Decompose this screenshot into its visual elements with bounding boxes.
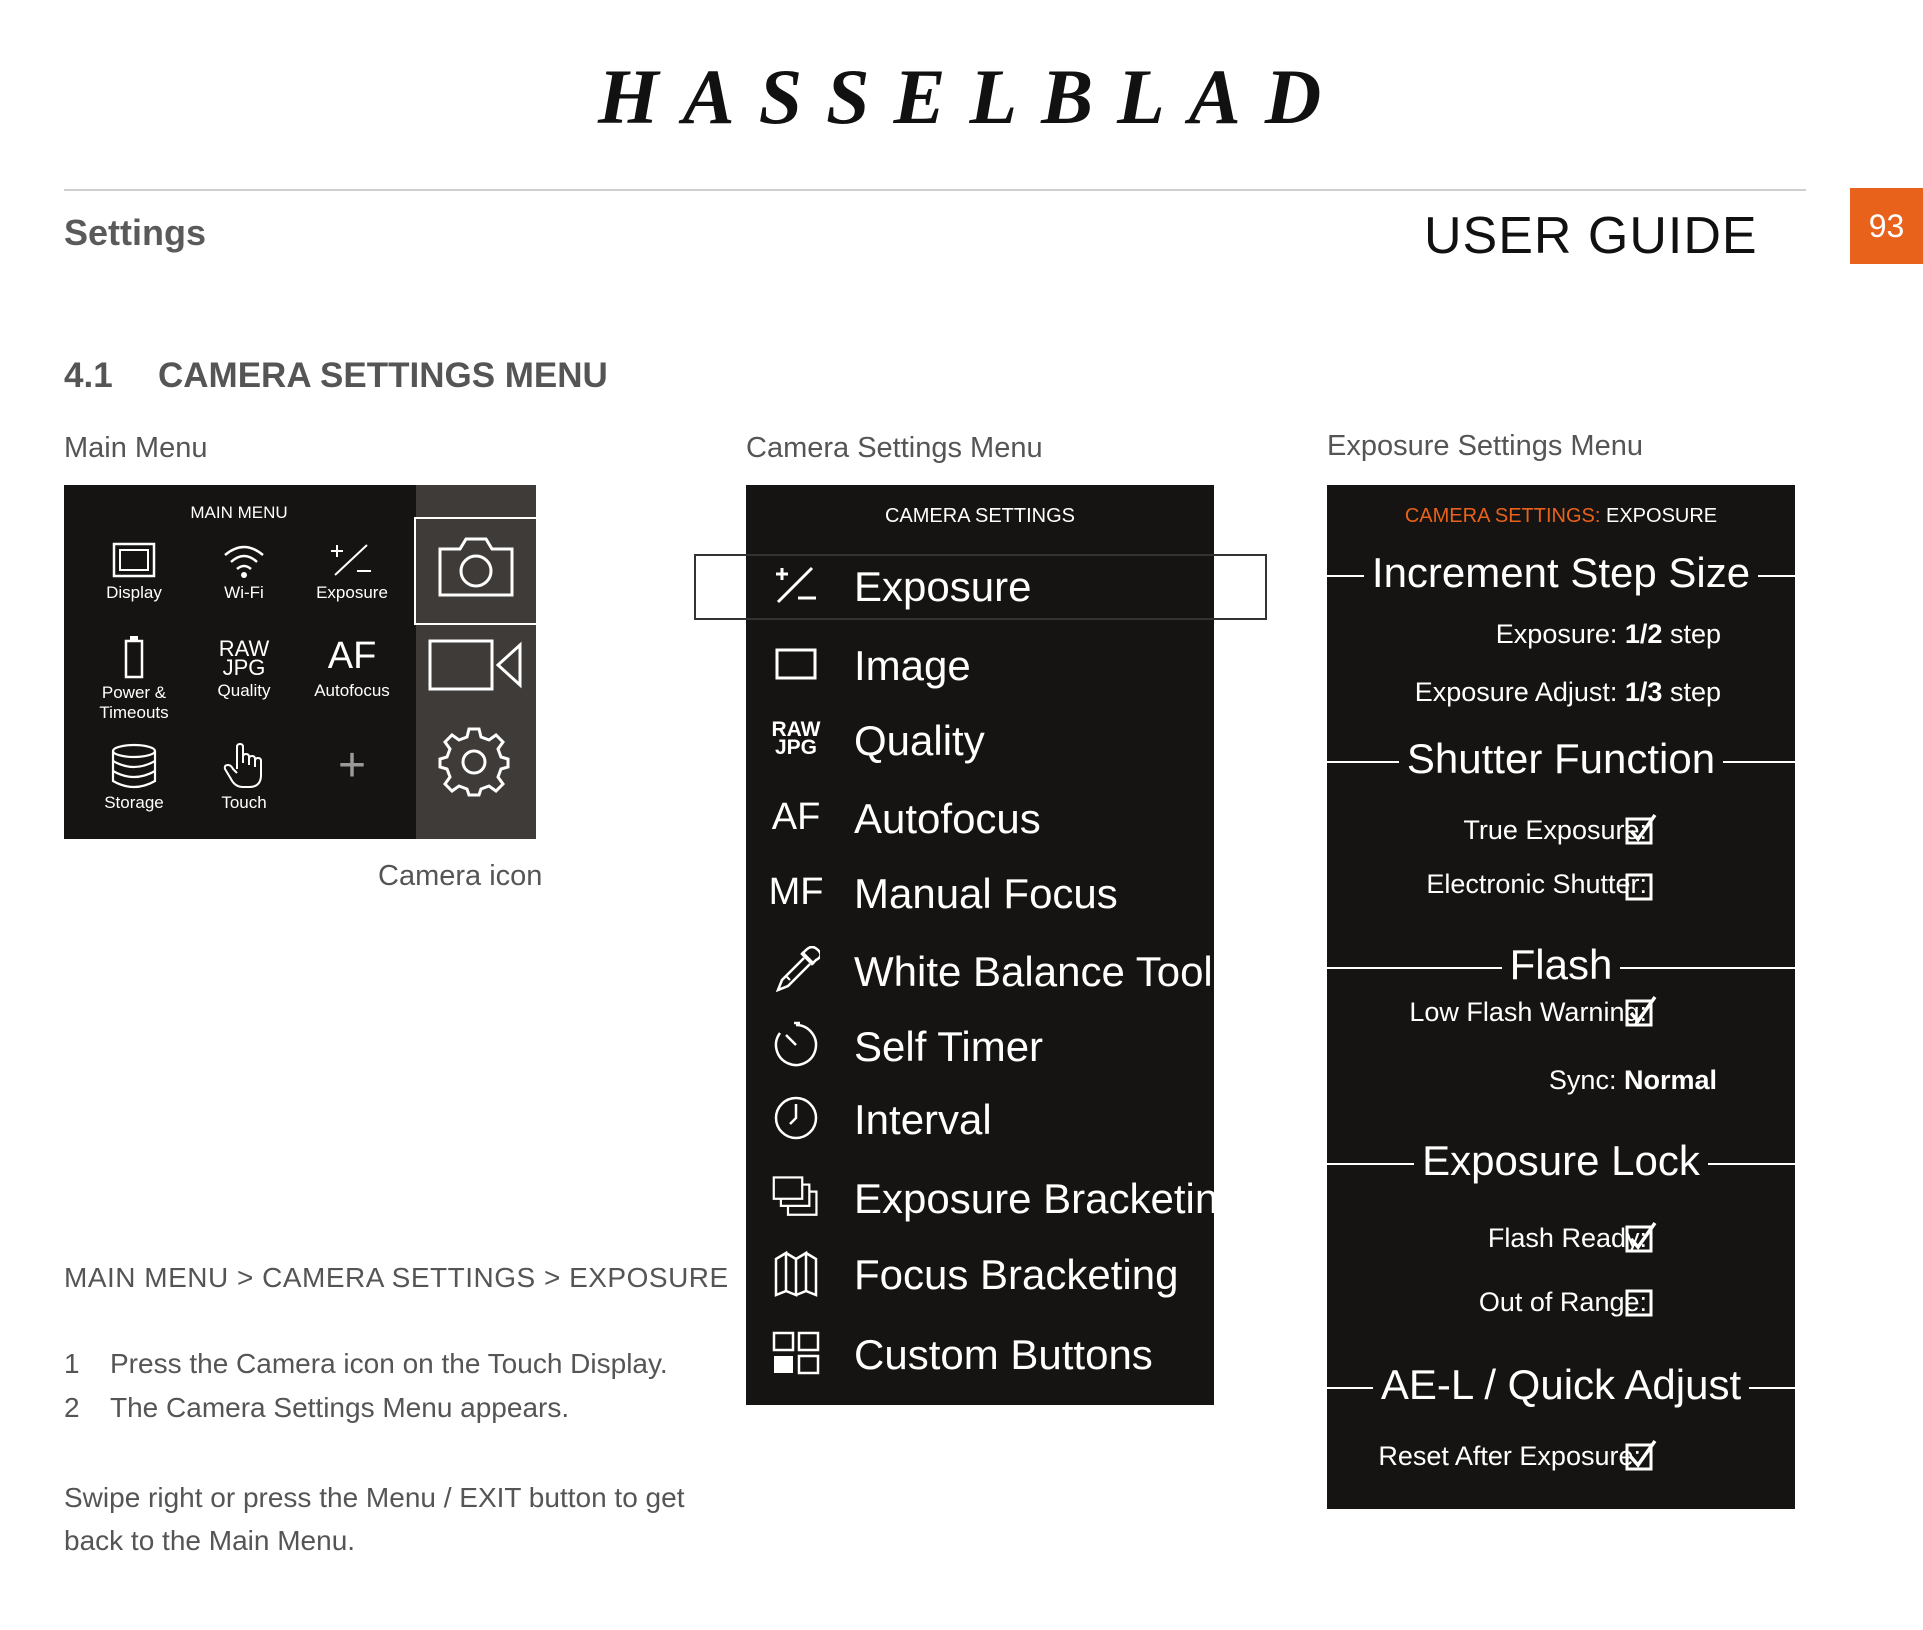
main-menu-title: MAIN MENU <box>190 503 288 522</box>
main-menu-item-label: Quality <box>217 681 271 700</box>
caption-camera-icon: Camera icon <box>378 860 543 892</box>
main-menu-item-exposure[interactable] <box>296 541 408 603</box>
option-exposure-step[interactable]: Exposure: 1/2 step <box>1495 619 1721 649</box>
step-item: 2 The Camera Settings Menu appears. <box>64 1392 570 1423</box>
camera-settings-item-exposure-bracketing[interactable] <box>746 1167 1242 1227</box>
wifi-icon <box>221 541 267 579</box>
option-exposure-adjust-step[interactable]: Exposure Adjust: 1/3 step <box>1414 677 1721 707</box>
battery-icon <box>111 635 157 679</box>
caption-main-menu: Main Menu <box>64 432 208 464</box>
instruction-steps <box>64 1348 668 1436</box>
main-menu-item-wifi[interactable] <box>188 541 300 603</box>
image-icon <box>774 647 818 681</box>
camera-settings-item-label: Autofocus <box>854 795 1041 842</box>
out-of-range-checkbox-icon[interactable] <box>1625 1287 1659 1321</box>
main-menu-item-label: Power & <box>101 683 167 702</box>
camera-settings-item-label: Focus Bracketing <box>854 1251 1179 1298</box>
interval-icon <box>772 1094 820 1142</box>
step-item: 1 Press the Camera icon on the Touch Display. <box>64 1348 668 1379</box>
section-flash: Flash <box>1327 941 1795 995</box>
exposure-settings-title <box>1327 505 1795 528</box>
camera-settings-item-label: Image <box>854 642 971 689</box>
exposure-bracketing-icon <box>772 1173 820 1221</box>
camera-settings-item-custom-buttons[interactable] <box>746 1323 1214 1383</box>
section-exposure-lock: Exposure Lock <box>1327 1137 1795 1191</box>
gear-icon[interactable] <box>438 725 510 797</box>
af-icon: AF <box>327 635 377 677</box>
camera-settings-screen <box>746 485 1242 1405</box>
camera-settings-item-self-timer[interactable] <box>746 1015 1214 1075</box>
chapter-heading <box>64 356 608 396</box>
main-menu-item-add[interactable] <box>296 739 408 792</box>
camera-settings-item-label: Exposure Bracketing <box>854 1175 1242 1222</box>
section-label: Settings <box>64 212 207 253</box>
eyedropper-icon <box>772 946 820 994</box>
main-menu-item-label: Storage <box>104 793 164 812</box>
camera-settings-item-label: Manual Focus <box>854 870 1118 917</box>
hasselblad-logo: HASSELBLAD <box>598 53 1346 140</box>
camera-settings-item-quality[interactable] <box>746 709 1214 769</box>
main-menu-item-quality[interactable] <box>188 635 300 701</box>
main-menu-item-storage[interactable] <box>78 743 190 813</box>
camera-settings-item-manual-focus[interactable] <box>746 862 1214 922</box>
focus-bracketing-icon <box>772 1249 820 1297</box>
option-electronic-shutter-label: Electronic Shutter: <box>1426 869 1647 899</box>
raw-jpg-icon: RAW JPG <box>771 718 821 759</box>
header-divider <box>64 189 1806 191</box>
camera-icon-highlight <box>414 517 550 625</box>
camera-settings-item-image[interactable] <box>746 634 1214 694</box>
camera-settings-item-interval[interactable] <box>746 1088 1214 1148</box>
camera-settings-item-label: Exposure <box>854 563 1032 610</box>
video-icon[interactable] <box>428 637 524 693</box>
camera-settings-item-label: Interval <box>854 1096 992 1143</box>
main-menu-item-power-timeouts[interactable] <box>78 635 190 723</box>
storage-icon <box>109 743 159 789</box>
option-sync[interactable]: Sync: Normal <box>1548 1065 1717 1095</box>
caption-camera-settings-menu: Camera Settings Menu <box>746 432 1043 464</box>
main-menu-item-autofocus[interactable] <box>296 635 408 701</box>
camera-settings-title: CAMERA SETTINGS <box>884 505 1076 527</box>
raw-jpg-icon: RAW JPG <box>218 636 270 680</box>
camera-settings-item-autofocus[interactable] <box>746 787 1214 847</box>
navigation-note: Swipe right or press the Menu / EXIT button to get back to the Main Menu. <box>64 1482 685 1556</box>
camera-settings-item-label: Quality <box>854 717 985 764</box>
section-increment-step-size: Increment Step Size <box>1327 549 1795 603</box>
reset-after-checkbox-checked-icon[interactable] <box>1625 1439 1659 1473</box>
plus-icon: + <box>337 739 367 792</box>
true-exposure-checkbox-checked-icon[interactable] <box>1625 813 1659 847</box>
chapter-title: CAMERA SETTINGS MENU <box>158 356 608 395</box>
section-ae-l-quick-adjust: AE-L / Quick Adjust <box>1327 1361 1795 1415</box>
camera-settings-item-label: White Balance Tool <box>854 948 1213 995</box>
page-number-tab: 93 <box>1850 188 1923 264</box>
section-shutter-function: Shutter Function <box>1327 735 1795 789</box>
guide-title: USER GUIDE <box>1424 207 1758 265</box>
exposure-selection-highlight <box>694 554 1267 620</box>
af-icon: AF <box>771 795 821 838</box>
custom-buttons-icon <box>772 1331 820 1375</box>
touch-icon <box>219 743 269 789</box>
main-menu-item-touch[interactable] <box>188 743 300 813</box>
camera-settings-item-label: Custom Buttons <box>854 1331 1153 1378</box>
display-icon <box>111 541 157 579</box>
caption-exposure-settings-menu: Exposure Settings Menu <box>1327 430 1643 462</box>
main-menu-screen <box>64 485 536 839</box>
option-flash-ready-label: Flash Ready: <box>1487 1223 1647 1253</box>
main-menu-item-label: Wi-Fi <box>224 583 264 602</box>
camera-settings-item-focus-bracketing[interactable] <box>746 1243 1214 1303</box>
main-menu-item-display[interactable] <box>78 541 190 603</box>
self-timer-icon <box>772 1021 820 1069</box>
option-out-of-range-label: Out of Range: <box>1478 1287 1647 1317</box>
main-menu-item-label: Display <box>106 583 162 602</box>
exposure-title-prefix: CAMERA SETTINGS: <box>1404 505 1601 527</box>
main-menu-item-label: Autofocus <box>314 681 390 700</box>
low-flash-checkbox-checked-icon[interactable] <box>1625 995 1659 1029</box>
electronic-shutter-checkbox-icon[interactable] <box>1625 871 1659 905</box>
flash-ready-checkbox-checked-icon[interactable] <box>1625 1221 1659 1255</box>
main-menu-item-label: Exposure <box>316 583 388 602</box>
main-menu-item-label: Touch <box>221 793 267 812</box>
camera-settings-item-label: Self Timer <box>854 1023 1044 1070</box>
option-true-exposure-label: True Exposure: <box>1463 815 1647 845</box>
main-menu-item-label-line2: Timeouts <box>99 703 169 722</box>
mf-icon: MF <box>768 870 824 913</box>
option-low-flash-warning-label: Low Flash Warning: <box>1409 997 1647 1027</box>
camera-settings-item-white-balance-tool[interactable] <box>746 940 1214 1000</box>
exposure-settings-screen <box>1327 485 1795 1509</box>
exposure-title-suffix: EXPOSURE <box>1606 505 1718 527</box>
menu-path: MAIN MENU > CAMERA SETTINGS > EXPOSURE <box>64 1262 729 1293</box>
option-reset-after-exposure-label: Reset After Exposure: <box>1378 1441 1641 1471</box>
exposure-icon <box>329 541 375 579</box>
chapter-number: 4.1 <box>64 356 113 395</box>
